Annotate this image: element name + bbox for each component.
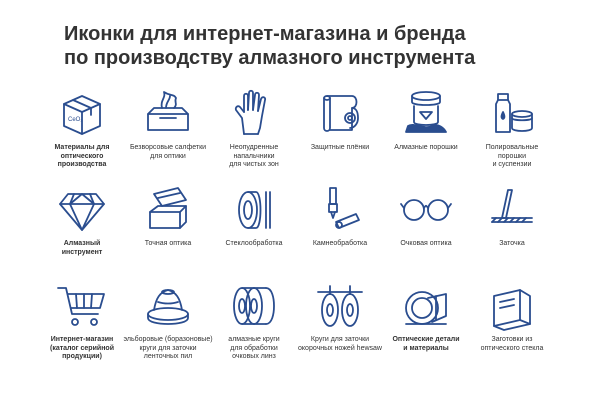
diamond-wheels-icon bbox=[226, 280, 282, 332]
icon-tile-shop bbox=[32, 280, 132, 362]
page-title-line2: по производству алмазного инструмента bbox=[64, 47, 476, 69]
sharpening-icon bbox=[484, 184, 540, 236]
glass-blanks-icon bbox=[484, 280, 540, 332]
icon-label: Круги для заточки окорочных ножей hewsaw bbox=[298, 336, 382, 352]
icon-label: Полировальные порошки и суспензии bbox=[485, 144, 539, 168]
icon-tile-diamond-tool bbox=[32, 184, 132, 257]
precision-optics-icon bbox=[140, 184, 196, 236]
glove-icon bbox=[226, 88, 282, 140]
icon-tile-diamond-powder bbox=[376, 88, 476, 153]
icon-label: Заготовки из оптического стекла bbox=[480, 336, 544, 352]
hewsaw-wheels-icon bbox=[312, 280, 368, 332]
powder-jar-icon bbox=[398, 88, 454, 140]
icon-label: Стеклообработка bbox=[225, 240, 283, 247]
stone-processing-icon bbox=[312, 184, 368, 236]
box-text: CeO₂ bbox=[68, 117, 83, 123]
icon-tile-glove bbox=[204, 88, 304, 170]
icon-tile-glass-processing bbox=[204, 184, 304, 249]
icon-label: Неопудренные напальчники для чистых зон bbox=[229, 144, 279, 168]
glass-processing-icon bbox=[226, 184, 282, 236]
icon-tile-optical-parts bbox=[376, 280, 476, 353]
icon-label: Очковая оптика bbox=[400, 240, 452, 247]
icon-label: Интернет-магазин (каталог серийной продукции) bbox=[49, 336, 114, 360]
page-title-line1: Иконки для интернет-магазина и бренда bbox=[64, 23, 466, 45]
icon-label: Заточка bbox=[499, 240, 525, 247]
icon-tile-elbor bbox=[118, 280, 218, 362]
icon-label: Камнеобработка bbox=[312, 240, 368, 247]
tissue-box-icon bbox=[140, 88, 196, 140]
icon-tile-stone-processing bbox=[290, 184, 390, 249]
page-title bbox=[64, 22, 564, 70]
icon-tile-polish bbox=[462, 88, 562, 170]
icon-tile-hewsaw bbox=[290, 280, 390, 353]
icon-tile-eyewear bbox=[376, 184, 476, 249]
cart-icon bbox=[54, 280, 110, 332]
icon-tile-materials bbox=[32, 88, 132, 170]
icon-label: Алмазный инструмент bbox=[61, 240, 103, 256]
icon-label: Безворсовые салфетки для оптики bbox=[129, 144, 207, 160]
optical-parts-icon bbox=[398, 280, 454, 332]
icon-label: Защитные плёнки bbox=[310, 144, 370, 151]
icon-label: Материалы для оптического производства bbox=[54, 144, 110, 168]
icon-label: Алмазные порошки bbox=[394, 144, 458, 151]
icon-label: алмазные круги для обработки очковых линз bbox=[228, 336, 280, 360]
icon-tile-film bbox=[290, 88, 390, 153]
elbor-wheel-icon bbox=[140, 280, 196, 332]
polish-bottles-icon bbox=[484, 88, 540, 140]
film-roll-icon bbox=[312, 88, 368, 140]
icon-tile-precision-optics bbox=[118, 184, 218, 249]
diamond-icon bbox=[54, 184, 110, 236]
icon-tile-sharpening bbox=[462, 184, 562, 249]
glasses-icon bbox=[398, 184, 454, 236]
icon-label: Точная оптика bbox=[144, 240, 192, 247]
icon-tile-tissues bbox=[118, 88, 218, 161]
icon-label: Оптические детали и материалы bbox=[392, 336, 460, 352]
icon-label: эльборовые (боразоновые) круги для заточки ленточных пил bbox=[123, 336, 213, 360]
icon-tile-diamond-wheels bbox=[204, 280, 304, 362]
icon-tile-glass-blanks bbox=[462, 280, 562, 353]
box-icon bbox=[54, 88, 110, 140]
